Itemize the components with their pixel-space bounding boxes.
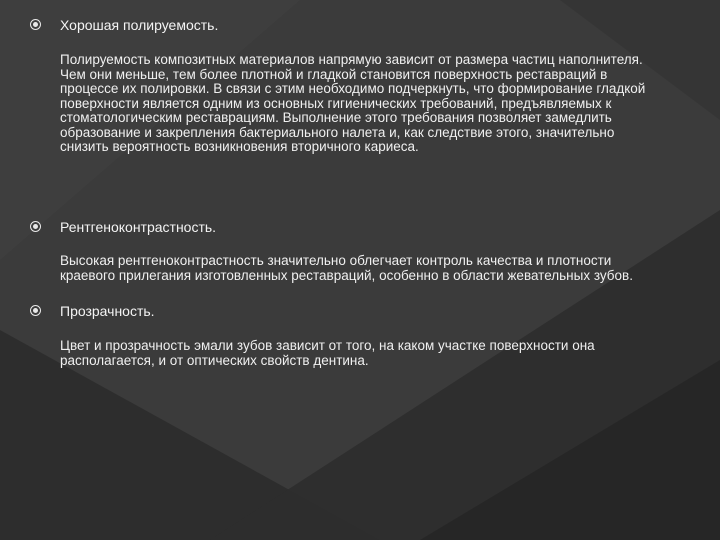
- circle-target-icon: [30, 305, 41, 316]
- item-body-polishability: Полируемость композитных материалов напрямую зависит от размера частиц наполнителя. Чем они меньше, тем более плотной и гладкой становится поверхность реставраций в процессе их полировки. В связи с этим необходимо подчеркнуть, что формирование гладкой поверхности является одним из основных гигиенических требований, предъявляемых к стоматологическим реставрациям. Выполнение этого требования позволяет замедлить образование и закрепления бактериального налета и, как следствие этого, значительно снизить вероятность возникновения вторичного кариеса.: [60, 52, 646, 154]
- item-heading-transparency: Прозрачность.: [60, 303, 155, 319]
- item-body-transparency: Цвет и прозрачность эмали зубов зависит от того, на каком участке поверхности она располагается, и от оптических свойств дентина.: [60, 338, 595, 368]
- circle-target-icon: [30, 221, 41, 232]
- circle-target-icon: [30, 19, 41, 30]
- item-heading-polishability: Хорошая полируемость.: [60, 17, 219, 33]
- item-heading-radiopacity: Рентгеноконтрастность.: [60, 219, 217, 235]
- item-body-radiopacity: Высокая рентгеноконтрастность значительно облегчает контроль качества и плотности краевого прилегания изготовленных реставраций, особенно в области жевательных зубов.: [60, 253, 633, 283]
